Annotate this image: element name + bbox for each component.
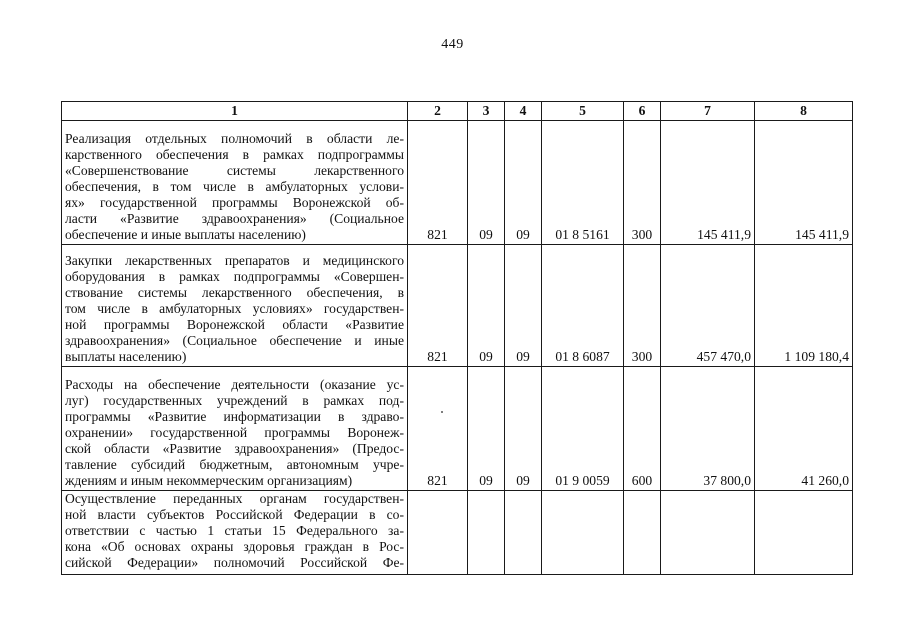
section-code bbox=[468, 491, 505, 575]
description-line: здравоохранения» (Социальное обеспечение и иные bbox=[65, 333, 404, 348]
page-number: 449 bbox=[441, 37, 464, 52]
amount-column-7: 457 470,0 bbox=[661, 245, 755, 367]
ministry-code: 821 bbox=[408, 121, 468, 245]
ministry-code: 821 bbox=[408, 367, 468, 491]
description-line: ной власти субъектов Российской Федерации в со- bbox=[65, 507, 404, 522]
description-line: луг) государственных учреждений в рамках под- bbox=[65, 393, 404, 408]
description-line: оборудования в рамках подпрограммы «Совершен- bbox=[65, 269, 404, 284]
description-line: ях» государственной программы Воронежской об- bbox=[65, 195, 404, 210]
section-code: 09 bbox=[468, 367, 505, 491]
section-code: 09 bbox=[468, 245, 505, 367]
amount-column-7 bbox=[661, 491, 755, 575]
section-code: 09 bbox=[468, 121, 505, 245]
column-header-5: 5 bbox=[542, 102, 624, 121]
description-line: ждениям и иным некоммерческим организациям) bbox=[65, 473, 353, 488]
description-line: ласти «Развитие здравоохранения» (Социальное bbox=[65, 211, 404, 226]
target-article-code: 01 8 6087 bbox=[542, 245, 624, 367]
expense-type-code: 600 bbox=[624, 367, 661, 491]
description-line: программы «Развитие информатизации в здраво- bbox=[65, 409, 404, 424]
row-description bbox=[62, 491, 408, 575]
description-line: обеспечения, в том числе в амбулаторных услови- bbox=[65, 179, 404, 194]
amount-column-8: 145 411,9 bbox=[755, 121, 853, 245]
description-line: ответствии с частью 1 статьи 15 Федерального за- bbox=[65, 523, 404, 538]
description-line: Реализация отдельных полномочий в области ле- bbox=[65, 131, 404, 146]
description-line: кона «Об основах охраны здоровья граждан в Рос- bbox=[65, 539, 404, 554]
expense-type-code: 300 bbox=[624, 121, 661, 245]
amount-column-8 bbox=[755, 491, 853, 575]
amount-column-7: 145 411,9 bbox=[661, 121, 755, 245]
subsection-code: 09 bbox=[505, 367, 542, 491]
budget-table bbox=[61, 101, 853, 575]
description-line: ской области «Развитие здравоохранения» (Предос- bbox=[65, 441, 404, 456]
table-row bbox=[62, 367, 853, 491]
description-line: Закупки лекарственных препаратов и медицинского bbox=[65, 253, 404, 268]
scan-speck bbox=[441, 411, 443, 413]
ministry-code: 821 bbox=[408, 245, 468, 367]
column-header-3: 3 bbox=[468, 102, 505, 121]
subsection-code: 09 bbox=[505, 245, 542, 367]
description-line: ствование системы лекарственного обеспечения, в bbox=[65, 285, 404, 300]
amount-column-7: 37 800,0 bbox=[661, 367, 755, 491]
column-header-7: 7 bbox=[661, 102, 755, 121]
table-row bbox=[62, 491, 853, 575]
description-line: обеспечение и иные выплаты населению) bbox=[65, 227, 306, 242]
description-line: карственного обеспечения в рамках подпрограммы bbox=[65, 147, 404, 162]
subsection-code bbox=[505, 491, 542, 575]
description-line: охранении» государственной программы Воронеж- bbox=[65, 425, 404, 440]
description-line: «Совершенствование системы лекарственного bbox=[65, 163, 404, 178]
ministry-code bbox=[408, 491, 468, 575]
description-line: Осуществление переданных органам государствен- bbox=[65, 491, 404, 506]
table-row bbox=[62, 245, 853, 367]
subsection-code: 09 bbox=[505, 121, 542, 245]
description-line: том числе в амбулаторных условиях» государствен- bbox=[65, 301, 404, 316]
row-description bbox=[62, 367, 408, 491]
target-article-code: 01 8 5161 bbox=[542, 121, 624, 245]
target-article-code: 01 9 0059 bbox=[542, 367, 624, 491]
expense-type-code: 300 bbox=[624, 245, 661, 367]
header-row bbox=[62, 102, 853, 121]
amount-column-8: 1 109 180,4 bbox=[755, 245, 853, 367]
column-header-6: 6 bbox=[624, 102, 661, 121]
amount-column-8: 41 260,0 bbox=[755, 367, 853, 491]
description-line: сийской Федерации» полномочий Российской Фе- bbox=[65, 555, 404, 570]
expense-type-code bbox=[624, 491, 661, 575]
table-row bbox=[62, 121, 853, 245]
column-header-1: 1 bbox=[62, 102, 408, 121]
target-article-code bbox=[542, 491, 624, 575]
row-description bbox=[62, 121, 408, 245]
description-line: ной программы Воронежской области «Развитие bbox=[65, 317, 404, 332]
column-header-4: 4 bbox=[505, 102, 542, 121]
column-header-2: 2 bbox=[408, 102, 468, 121]
description-line: тавление субсидий бюджетным, автономным учре- bbox=[65, 457, 404, 472]
description-line: Расходы на обеспечение деятельности (оказание ус- bbox=[65, 377, 404, 392]
description-line: выплаты населению) bbox=[65, 349, 187, 364]
row-description bbox=[62, 245, 408, 367]
column-header-8: 8 bbox=[755, 102, 853, 121]
